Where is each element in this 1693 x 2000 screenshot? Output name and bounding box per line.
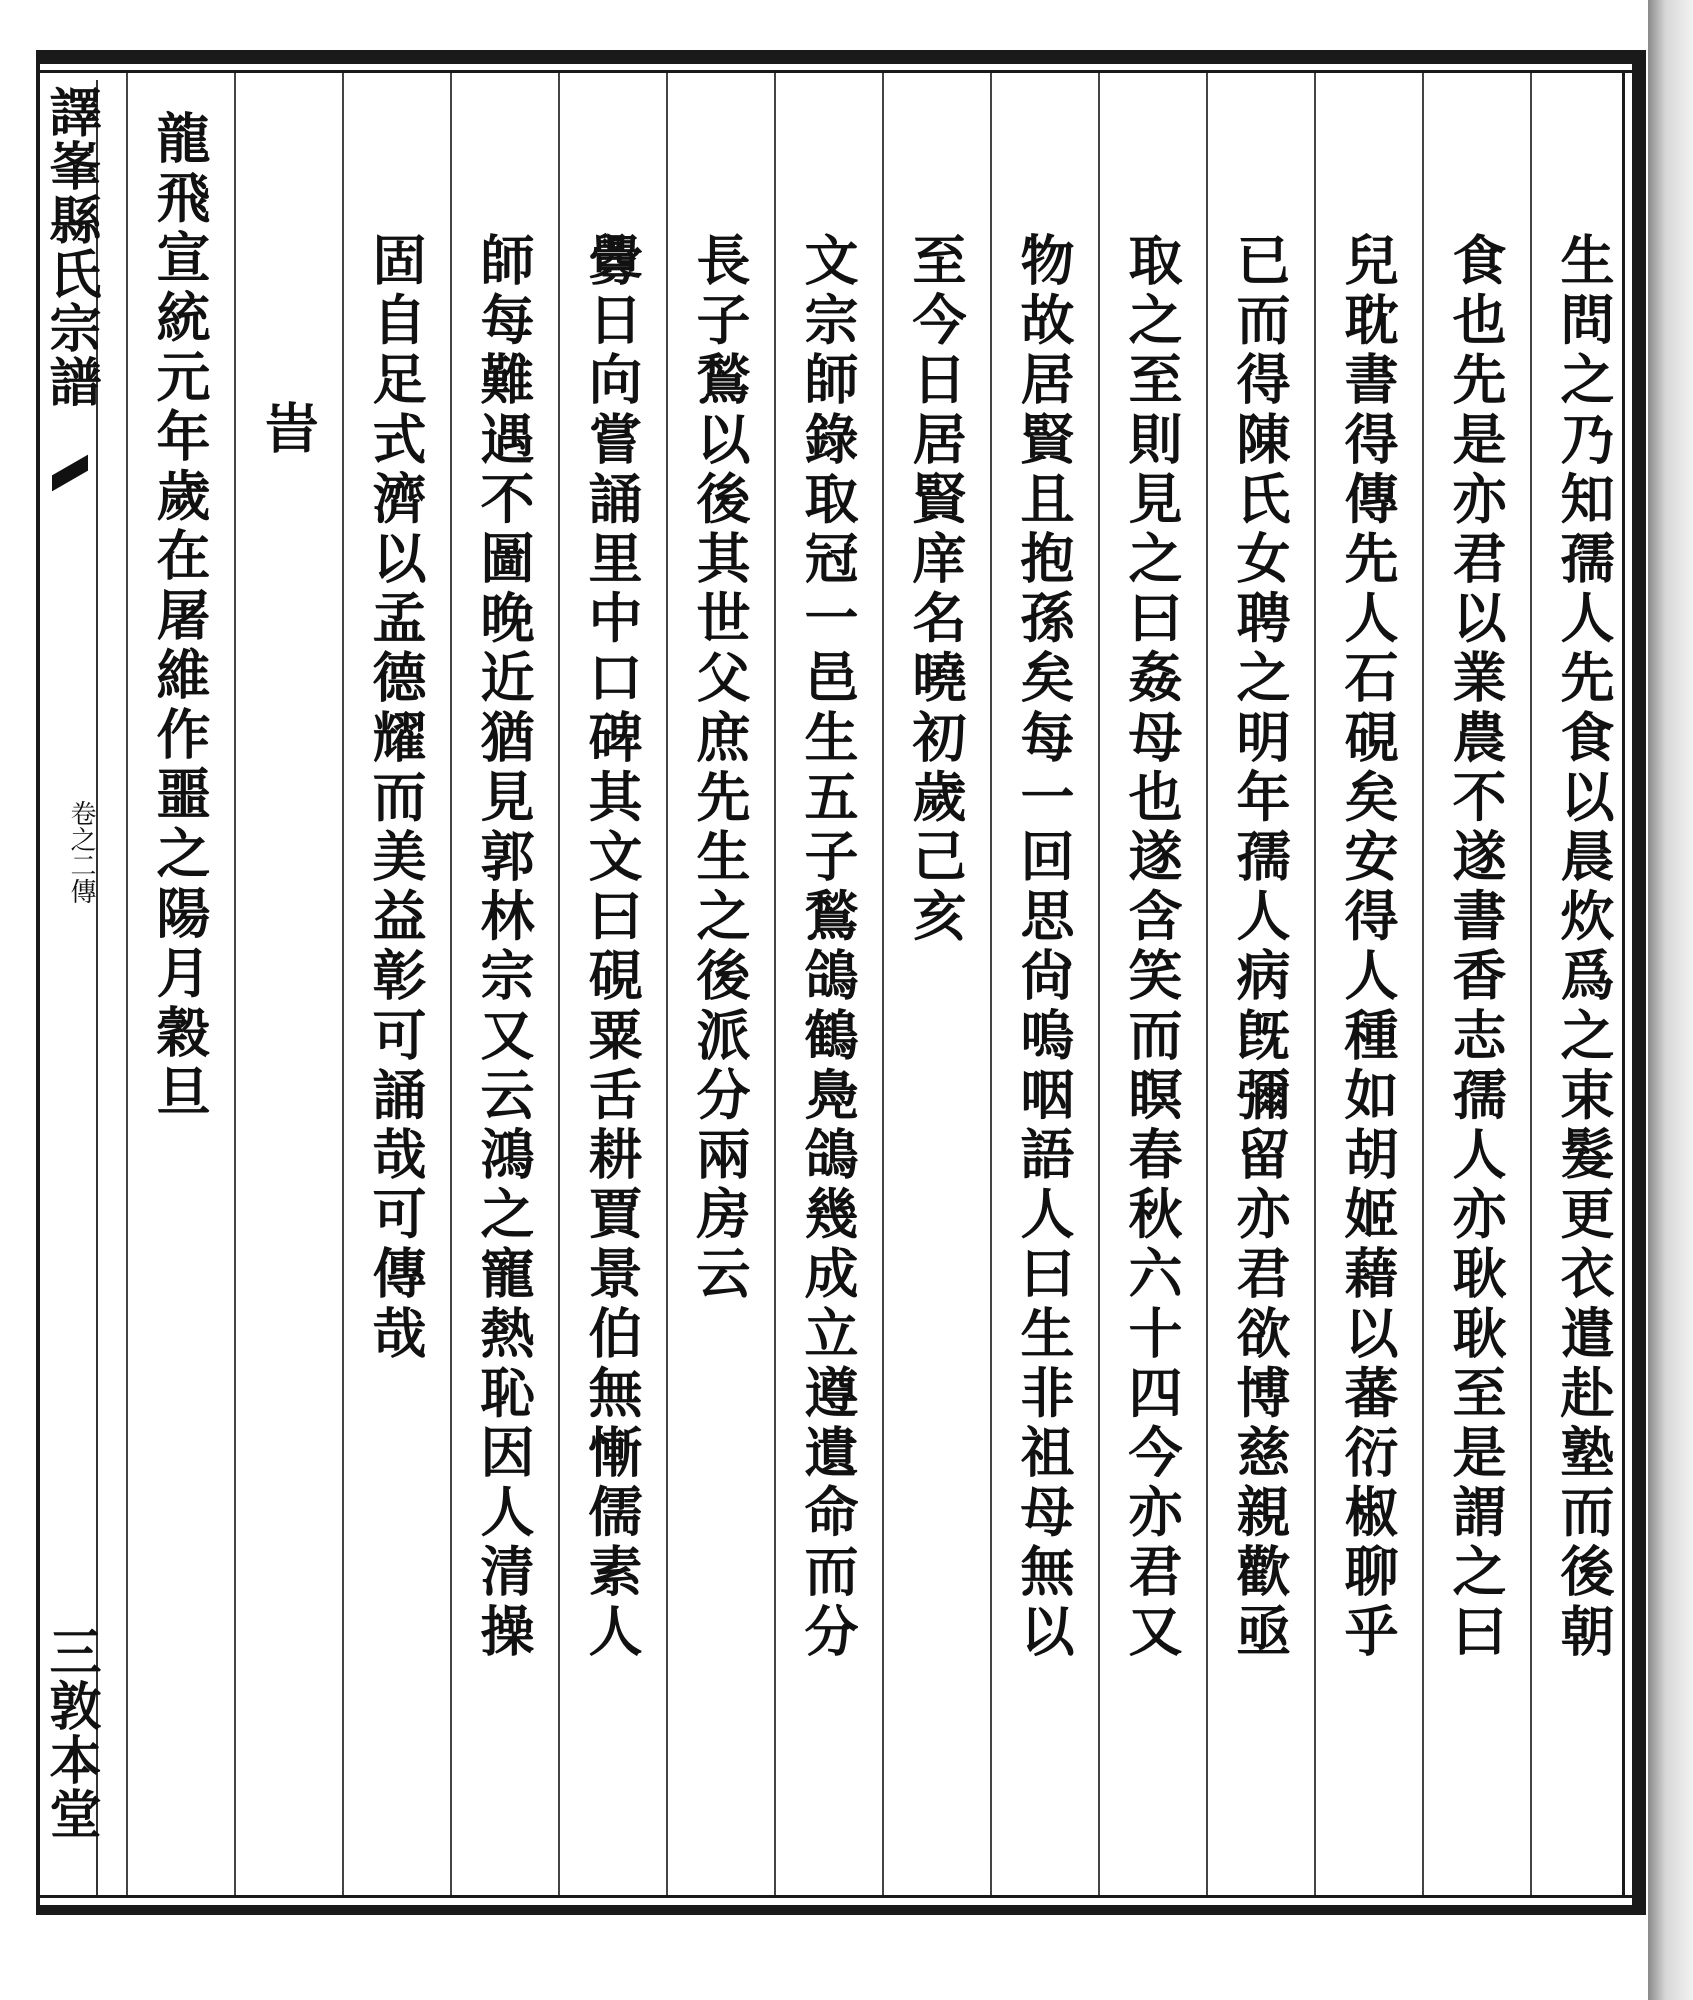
column-rule xyxy=(774,73,776,1895)
text-column-11: 師每難遇不圖晚近猶見郭林宗又云鴻之寵熱恥因人清操 xyxy=(472,232,536,1663)
text-column-2: 食也先是亦君以業農不遂書香志孺人亦耿耿至是謂之曰 xyxy=(1444,232,1508,1663)
column-rule xyxy=(1098,73,1100,1895)
frame-top-inner-rule xyxy=(36,70,1646,73)
frame-bottom-border xyxy=(36,1905,1646,1915)
frame-top-border xyxy=(36,50,1646,64)
column-rule xyxy=(1206,73,1208,1895)
spine-volume-label: 卷之二 xyxy=(66,800,96,878)
frame-right-inner-rule xyxy=(1622,70,1625,1898)
spine-volume xyxy=(68,800,94,904)
text-column-14-date: 龍飛宣統元年歲在屠維作噩之陽月穀旦 xyxy=(148,110,212,1124)
column-rule xyxy=(1314,73,1316,1895)
spine-page-number: 三 xyxy=(40,1625,101,1679)
text-column-1: 生問之乃知孺人先食以晨炊爲之束髮更衣遣赴塾而後朝 xyxy=(1552,232,1616,1663)
text-column-9: 長子鶖以後其世父庶先生之後派分兩房云 xyxy=(688,232,752,1305)
column-rule xyxy=(1530,73,1532,1895)
text-column-12: 固自足式濟以孟德耀而美益彰可誦哉可傳哉 xyxy=(364,232,428,1365)
text-column-5: 取之至則見之曰姦母也遂含笑而瞑春秋六十四今亦君又 xyxy=(1120,232,1184,1663)
column-rule xyxy=(558,73,560,1895)
frame-right-border xyxy=(1632,50,1646,1915)
spine-title: 譯峯縣氏宗譜 xyxy=(40,85,101,409)
text-column-6: 物故居賢且抱孫矣每一回思尙嗚咽語人曰生非祖母無以 xyxy=(1012,232,1076,1663)
column-rule xyxy=(666,73,668,1895)
column-rule xyxy=(126,73,128,1895)
text-column-4: 已而得陳氏女聘之明年孺人病旣彌留亦君欲博慈親歡亟 xyxy=(1228,232,1292,1663)
text-column-7: 至今日居賢庠名曉初歲己亥 xyxy=(904,232,968,948)
spine-section-label: 傳 xyxy=(66,878,96,904)
column-rule xyxy=(1422,73,1424,1895)
text-column-10: 釁日向嘗誦里中口碑其文曰硯粟舌耕賈景伯無慚儒素人 xyxy=(580,232,644,1663)
spine-hall-name: 敦本堂 xyxy=(40,1679,101,1841)
column-rule xyxy=(450,73,452,1895)
column-rule xyxy=(882,73,884,1895)
column-rule xyxy=(990,73,992,1895)
frame-bottom-inner-rule xyxy=(36,1895,1646,1898)
column-rule xyxy=(342,73,344,1895)
page-edge-shadow xyxy=(1648,0,1693,2000)
text-column-3: 兒耽書得傳先人石硯矣安得人種如胡姬藉以蕃衍椒聊乎 xyxy=(1336,232,1400,1663)
text-column-8: 文宗師錄取冠一邑生五子鶖鴿鶴鳧鴿幾成立遵遺命而分 xyxy=(796,232,860,1663)
column-rule xyxy=(234,73,236,1895)
spine-footer xyxy=(40,1625,101,1841)
text-column-13: 旹 xyxy=(256,400,320,460)
